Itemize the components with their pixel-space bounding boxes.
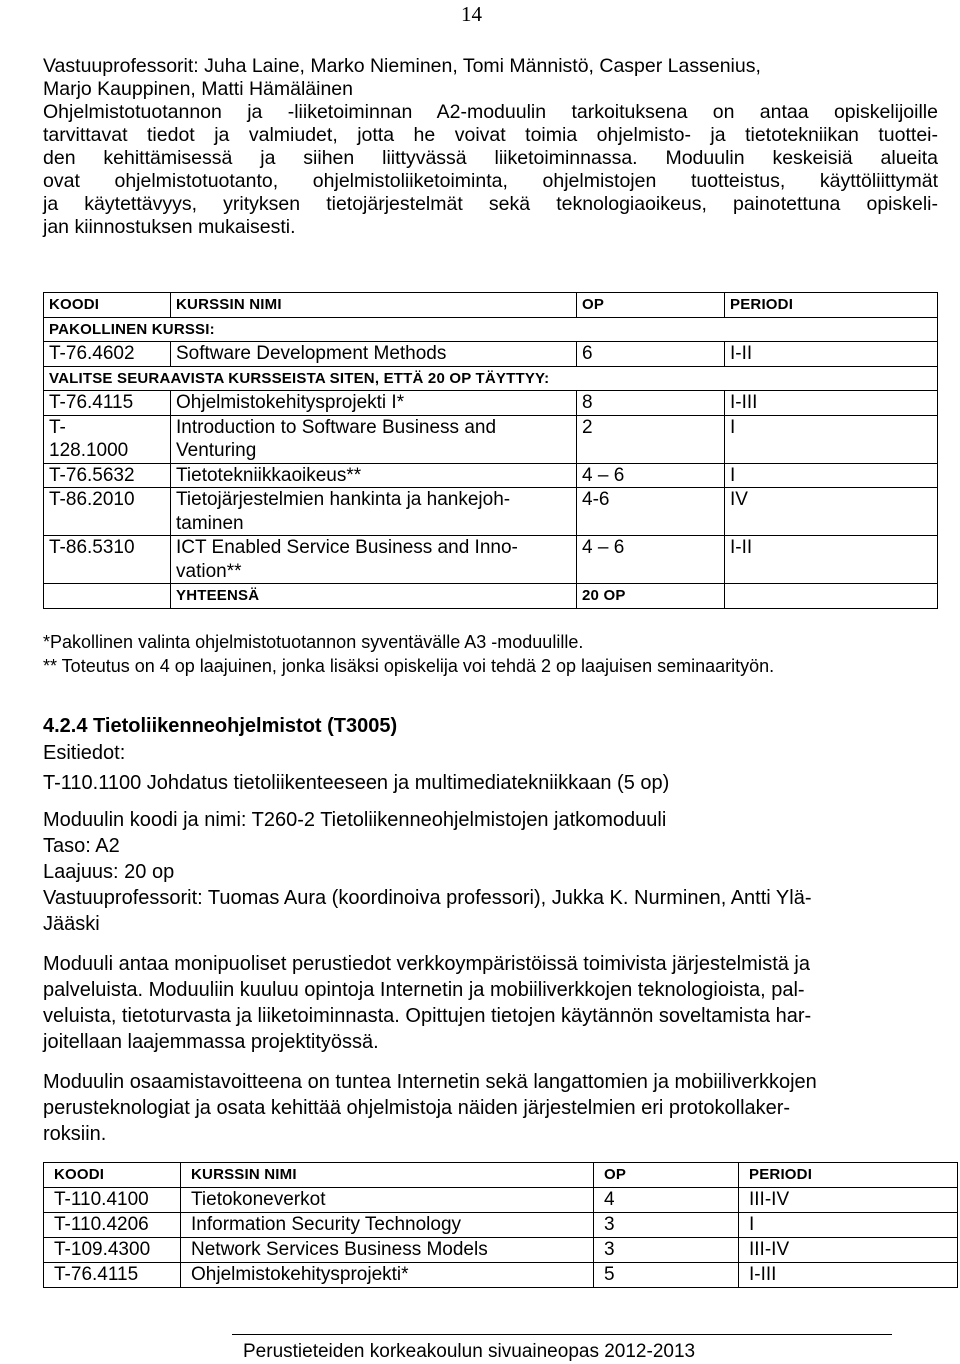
table-header-row: [44, 1163, 958, 1188]
course-table-software: [43, 292, 938, 609]
intro-line: tarvittavat tiedot ja valmiudet, jotta he voivat toimia ohjelmisto- ja tietotekniikan tuottei-: [43, 124, 938, 146]
table-row: [44, 1238, 958, 1263]
header-op: OP: [594, 1163, 739, 1188]
intro-line: Ohjelmistotuotannon ja -liiketoiminnan A2-moduulin tarkoituksena on antaa opiskelijoille: [43, 101, 938, 123]
course-name: Tietotekniikkaoikeus**: [171, 463, 577, 488]
header-name: KURSSIN NIMI: [171, 293, 577, 318]
table-row: [44, 1213, 958, 1238]
course-name: Information Security Technology: [181, 1213, 594, 1238]
module-scope: Laajuus: 20 op: [43, 861, 175, 883]
course-period: I-II: [725, 342, 938, 367]
course-op: 4: [594, 1188, 739, 1213]
table-row: [44, 1188, 958, 1213]
course-op: 6: [577, 342, 725, 367]
course-period: I: [725, 463, 938, 488]
course-name: Tietojärjestelmien hankinta ja hankejoh- taminen: [171, 488, 577, 536]
course-op: 8: [577, 391, 725, 416]
course-code: T-86.5310: [44, 536, 171, 584]
table-row: [44, 415, 938, 463]
course-op: 5: [594, 1263, 739, 1288]
course-code: T-76.4115: [44, 1263, 181, 1288]
footnote-seminar: ** Toteutus on 4 op laajuinen, jonka lisäksi opiskelija voi tehdä 2 op laajuisen seminaarityön.: [43, 656, 775, 676]
intro-line: den kehittämisessä ja siihen liittyvässä liiketoiminnassa. Moduulin keskeisiä alueita: [43, 147, 938, 169]
intro-line: ovat ohjelmistotuotanto, ohjelmistoliiketoiminta, ohjelmistojen tuotteistus, käyttöliittymät: [43, 170, 938, 192]
course-name: Network Services Business Models: [181, 1238, 594, 1263]
goals-line: roksiin.: [43, 1123, 107, 1145]
course-name: Ohjelmistokehitysprojekti*: [181, 1263, 594, 1288]
description-line: Moduuli antaa monipuoliset perustiedot verkkoympäristöissä toimivista järjestelmistä ja: [43, 953, 811, 975]
header-name: KURSSIN NIMI: [181, 1163, 594, 1188]
course-period: I-III: [725, 391, 938, 416]
header-period: PERIODI: [725, 293, 938, 318]
goals-line: Moduulin osaamistavoitteena on tuntea Internetin sekä langattomien ja mobiiliverkkojen: [43, 1071, 817, 1093]
header-code: KOODI: [44, 1163, 181, 1188]
total-row: [44, 584, 938, 609]
total-empty-cell: [725, 584, 938, 609]
course-name: ICT Enabled Service Business and Inno- vation**: [171, 536, 577, 584]
intro-line: Vastuuprofessorit: Juha Laine, Marko Nieminen, Tomi Männistö, Casper Lassenius,: [43, 55, 761, 77]
table-row: [44, 488, 938, 536]
course-code: T- 128.1000: [44, 415, 171, 463]
course-op: 3: [594, 1213, 739, 1238]
prereq-label: Esitiedot:: [43, 742, 126, 764]
table-header-row: [44, 293, 938, 318]
table-row: [44, 536, 938, 584]
course-name: Ohjelmistokehitysprojekti I*: [171, 391, 577, 416]
header-code: KOODI: [44, 293, 171, 318]
course-op: 2: [577, 415, 725, 463]
module-professors: [43, 885, 938, 937]
intro-paragraph: [43, 55, 938, 239]
course-period: IV: [725, 488, 938, 536]
total-value: 20 OP: [577, 584, 725, 609]
footnote-mandatory: *Pakollinen valinta ohjelmistotuotannon syventävälle A3 -moduulille.: [43, 632, 584, 652]
professors-line: Vastuuprofessorit: Tuomas Aura (koordinoiva professori), Jukka K. Nurminen, Antti Ylä-: [43, 887, 812, 909]
course-code: T-86.2010: [44, 488, 171, 536]
choose-label-row: [44, 366, 938, 391]
module-description: [43, 951, 938, 1055]
course-name: Tietokoneverkot: [181, 1188, 594, 1213]
course-period: III-IV: [739, 1238, 958, 1263]
choose-label: VALITSE SEURAAVISTA KURSSEISTA SITEN, ETTÄ 20 OP TÄYTTYY:: [44, 366, 938, 391]
course-period: III-IV: [739, 1188, 958, 1213]
course-code: T-109.4300: [44, 1238, 181, 1263]
table-row: [44, 342, 938, 367]
section-heading: 4.2.4 Tietoliikenneohjelmistot (T3005): [43, 715, 398, 737]
course-code: T-76.4602: [44, 342, 171, 367]
course-code: T-76.4115: [44, 391, 171, 416]
course-period: I-II: [725, 536, 938, 584]
course-op: 4 – 6: [577, 463, 725, 488]
footer-divider: [232, 1334, 892, 1335]
table-row: [44, 1263, 958, 1288]
description-line: palveluista. Moduuliin kuuluu opintoja Internetin ja mobiiliverkkojen teknologioista, pal-: [43, 979, 805, 1001]
professors-line: Jääski: [43, 913, 100, 935]
course-table-telecom: [43, 1162, 958, 1288]
prereq-text: T-110.1100 Johdatus tietoliikenteeseen ja multimediatekniikkaan (5 op): [43, 772, 670, 794]
mandatory-label: PAKOLLINEN KURSSI:: [44, 317, 938, 342]
page-footer: Perustieteiden korkeakoulun sivuaineopas 2012-2013: [243, 1341, 696, 1362]
table-row: [44, 463, 938, 488]
intro-line: jan kiinnostuksen mukaisesti.: [43, 216, 296, 238]
description-line: joitellaan laajemmassa projektityössä.: [43, 1031, 379, 1053]
course-name: Software Development Methods: [171, 342, 577, 367]
page-number: 14: [461, 2, 482, 26]
course-name: Introduction to Software Business and Venturing: [171, 415, 577, 463]
total-label: YHTEENSÄ: [171, 584, 577, 609]
module-level: Taso: A2: [43, 835, 120, 857]
course-code: T-76.5632: [44, 463, 171, 488]
module-info: Moduulin koodi ja nimi: T260-2 Tietoliikenneohjelmistojen jatkomoduuli: [43, 809, 667, 831]
course-op: 3: [594, 1238, 739, 1263]
course-code: T-110.4206: [44, 1213, 181, 1238]
module-goals: [43, 1069, 938, 1147]
course-code: T-110.4100: [44, 1188, 181, 1213]
description-line: veluista, tietoturvasta ja liiketoiminnasta. Opittujen tietojen käytännön soveltamista har-: [43, 1005, 812, 1027]
intro-line: Marjo Kauppinen, Matti Hämäläinen: [43, 78, 354, 100]
course-period: I-III: [739, 1263, 958, 1288]
intro-line: ja käytettävyys, yrityksen tietojärjestelmät sekä teknologiaoikeus, painotettuna opiskeli-: [43, 193, 938, 215]
course-op: 4-6: [577, 488, 725, 536]
header-period: PERIODI: [739, 1163, 958, 1188]
table-row: [44, 391, 938, 416]
mandatory-label-row: [44, 317, 938, 342]
course-period: I: [739, 1213, 958, 1238]
course-op: 4 – 6: [577, 536, 725, 584]
course-period: I: [725, 415, 938, 463]
total-empty-cell: [44, 584, 171, 609]
header-op: OP: [577, 293, 725, 318]
goals-line: perusteknologiat ja osata kehittää ohjelmistoja näiden järjestelmien eri protokollaker-: [43, 1097, 791, 1119]
